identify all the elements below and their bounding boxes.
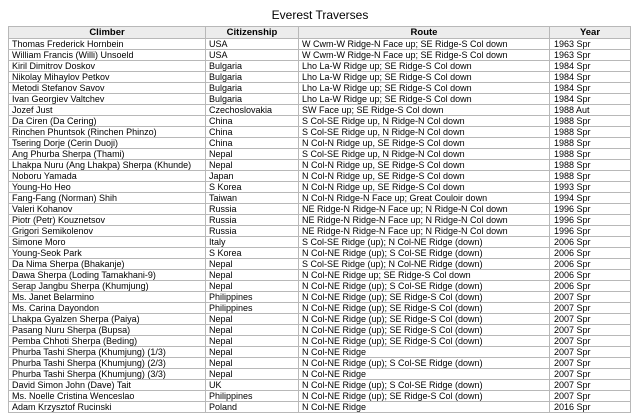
- cell-year: 1996 Spr: [550, 215, 631, 226]
- cell-climber: Da Ciren (Da Cering): [9, 116, 206, 127]
- cell-route: S Col-SE Ridge up, N Ridge-N Col down: [299, 149, 550, 160]
- cell-citizenship: Russia: [206, 204, 299, 215]
- cell-year: 1963 Spr: [550, 50, 631, 61]
- cell-year: 2006 Spr: [550, 237, 631, 248]
- cell-climber: Ang Phurba Sherpa (Thami): [9, 149, 206, 160]
- table-row: [9, 105, 631, 116]
- cell-year: 2006 Spr: [550, 259, 631, 270]
- cell-citizenship: Nepal: [206, 270, 299, 281]
- cell-year: 1988 Spr: [550, 171, 631, 182]
- table-row: [9, 325, 631, 336]
- header-year: Year: [550, 27, 631, 39]
- cell-route: N Col-N Ridge up, SE Ridge-S Col down: [299, 171, 550, 182]
- cell-citizenship: Philippines: [206, 292, 299, 303]
- traverses-table: [8, 26, 631, 413]
- cell-route: N Col-N Ridge up, SE Ridge-S Col down: [299, 138, 550, 149]
- table-body: [9, 39, 631, 413]
- cell-route: N Col-N Ridge up, SE Ridge-S Col down: [299, 160, 550, 171]
- cell-climber: Phurba Tashi Sherpa (Khumjung) (2/3): [9, 358, 206, 369]
- cell-climber: Lhakpa Nuru (Ang Lhakpa) Sherpa (Khunde): [9, 160, 206, 171]
- cell-year: 1963 Spr: [550, 39, 631, 50]
- cell-route: N Col-NE Ridge (up); S Col-SE Ridge (down): [299, 281, 550, 292]
- cell-citizenship: S Korea: [206, 182, 299, 193]
- cell-citizenship: Poland: [206, 402, 299, 413]
- cell-year: 2007 Spr: [550, 391, 631, 402]
- cell-year: 2006 Spr: [550, 270, 631, 281]
- table-row: [9, 160, 631, 171]
- cell-route: S Col-SE Ridge (up); N Col-NE Ridge (down): [299, 237, 550, 248]
- table-row: [9, 259, 631, 270]
- table-row: [9, 204, 631, 215]
- cell-climber: Tsering Dorje (Cerin Duoji): [9, 138, 206, 149]
- table-row: [9, 336, 631, 347]
- cell-year: 2006 Spr: [550, 248, 631, 259]
- cell-citizenship: Czechoslovakia: [206, 105, 299, 116]
- cell-climber: Nikolay Mihaylov Petkov: [9, 72, 206, 83]
- table-row: [9, 61, 631, 72]
- cell-citizenship: Nepal: [206, 281, 299, 292]
- cell-climber: Jozef Just: [9, 105, 206, 116]
- cell-route: N Col-NE Ridge: [299, 369, 550, 380]
- cell-climber: Pasang Nuru Sherpa (Bupsa): [9, 325, 206, 336]
- cell-citizenship: Russia: [206, 215, 299, 226]
- cell-citizenship: Russia: [206, 226, 299, 237]
- table-row: [9, 226, 631, 237]
- cell-climber: Valeri Kohanov: [9, 204, 206, 215]
- cell-climber: Kiril Dimitrov Doskov: [9, 61, 206, 72]
- table-title: Everest Traverses: [271, 8, 369, 22]
- cell-climber: Young-Seok Park: [9, 248, 206, 259]
- cell-climber: Thomas Frederick Hornbein: [9, 39, 206, 50]
- table-row: [9, 182, 631, 193]
- cell-citizenship: Bulgaria: [206, 61, 299, 72]
- cell-citizenship: Italy: [206, 237, 299, 248]
- cell-citizenship: Nepal: [206, 325, 299, 336]
- cell-citizenship: Bulgaria: [206, 72, 299, 83]
- cell-year: 2007 Spr: [550, 303, 631, 314]
- table-row: [9, 50, 631, 61]
- cell-year: 2007 Spr: [550, 292, 631, 303]
- table-row: [9, 347, 631, 358]
- cell-route: N Col-NE Ridge up; SE Ridge-S Col down: [299, 270, 550, 281]
- cell-citizenship: S Korea: [206, 248, 299, 259]
- table-row: [9, 358, 631, 369]
- cell-climber: William Francis (Willi) Unsoeld: [9, 50, 206, 61]
- table-row: [9, 292, 631, 303]
- cell-year: 2007 Spr: [550, 325, 631, 336]
- cell-citizenship: Nepal: [206, 160, 299, 171]
- cell-climber: Lhakpa Gyalzen Sherpa (Paiya): [9, 314, 206, 325]
- header-climber: Climber: [9, 27, 206, 39]
- header-citizenship: Citizenship: [206, 27, 299, 39]
- cell-route: NE Ridge-N Ridge-N Face up; N Ridge-N Col down: [299, 226, 550, 237]
- cell-climber: Da Nima Sherpa (Bhakanje): [9, 259, 206, 270]
- cell-citizenship: Philippines: [206, 303, 299, 314]
- cell-citizenship: China: [206, 127, 299, 138]
- cell-route: N Col-NE Ridge (up); SE Ridge-S Col (down): [299, 336, 550, 347]
- cell-route: N Col-NE Ridge (up); SE Ridge-S Col (down): [299, 391, 550, 402]
- cell-citizenship: Nepal: [206, 314, 299, 325]
- cell-route: Lho La-W Ridge up; SE Ridge-S Col down: [299, 61, 550, 72]
- cell-route: N Col-NE Ridge (up); SE Ridge-S Col (down): [299, 292, 550, 303]
- table-row: [9, 83, 631, 94]
- cell-citizenship: Nepal: [206, 358, 299, 369]
- table-row: [9, 138, 631, 149]
- cell-citizenship: USA: [206, 39, 299, 50]
- cell-climber: Ivan Georgiev Valtchev: [9, 94, 206, 105]
- cell-climber: Rinchen Phuntsok (Rinchen Phinzo): [9, 127, 206, 138]
- cell-year: 1988 Aut: [550, 105, 631, 116]
- cell-route: Lho La-W Ridge up; SE Ridge-S Col down: [299, 94, 550, 105]
- table-row: [9, 94, 631, 105]
- cell-year: 2007 Spr: [550, 358, 631, 369]
- cell-climber: Pemba Chhoti Sherpa (Beding): [9, 336, 206, 347]
- cell-route: N Col-NE Ridge (up); SE Ridge-S Col (down): [299, 325, 550, 336]
- cell-citizenship: Philippines: [206, 391, 299, 402]
- table-row: [9, 391, 631, 402]
- cell-year: 2007 Spr: [550, 336, 631, 347]
- cell-route: N Col-NE Ridge (up); SE Ridge-S Col (down): [299, 303, 550, 314]
- cell-route: N Col-NE Ridge (up); S Col-SE Ridge (down): [299, 358, 550, 369]
- cell-climber: Adam Krzysztof Rucinski: [9, 402, 206, 413]
- table-row: [9, 149, 631, 160]
- cell-climber: Noboru Yamada: [9, 171, 206, 182]
- cell-year: 1984 Spr: [550, 83, 631, 94]
- cell-year: 1984 Spr: [550, 94, 631, 105]
- cell-year: 1996 Spr: [550, 226, 631, 237]
- cell-citizenship: Nepal: [206, 347, 299, 358]
- table-row: [9, 303, 631, 314]
- table-row: [9, 193, 631, 204]
- table-row: [9, 237, 631, 248]
- cell-route: N Col-NE Ridge: [299, 402, 550, 413]
- cell-year: 1984 Spr: [550, 61, 631, 72]
- cell-year: 1988 Spr: [550, 116, 631, 127]
- cell-year: 1996 Spr: [550, 204, 631, 215]
- cell-climber: Phurba Tashi Sherpa (Khumjung) (1/3): [9, 347, 206, 358]
- cell-route: N Col-N Ridge-N Face up; Great Couloir down: [299, 193, 550, 204]
- table-row: [9, 270, 631, 281]
- cell-route: N Col-NE Ridge (up); S Col-SE Ridge (down): [299, 248, 550, 259]
- cell-year: 2007 Spr: [550, 347, 631, 358]
- cell-year: 2006 Spr: [550, 281, 631, 292]
- table-row: [9, 171, 631, 182]
- header-row: [9, 27, 631, 39]
- cell-citizenship: Japan: [206, 171, 299, 182]
- table-row: [9, 127, 631, 138]
- table-row: [9, 369, 631, 380]
- cell-year: 2007 Spr: [550, 314, 631, 325]
- cell-citizenship: Bulgaria: [206, 94, 299, 105]
- table-row: [9, 215, 631, 226]
- cell-route: N Col-NE Ridge: [299, 347, 550, 358]
- cell-route: NE Ridge-N Ridge-N Face up; N Ridge-N Col down: [299, 204, 550, 215]
- cell-route: W Cwm-W Ridge-N Face up; SE Ridge-S Col down: [299, 39, 550, 50]
- cell-route: S Col-SE Ridge up, N Ridge-N Col down: [299, 127, 550, 138]
- cell-climber: David Simon John (Dave) Tait: [9, 380, 206, 391]
- cell-year: 1988 Spr: [550, 149, 631, 160]
- table-row: [9, 314, 631, 325]
- cell-citizenship: Bulgaria: [206, 83, 299, 94]
- table-row: [9, 116, 631, 127]
- cell-route: NE Ridge-N Ridge-N Face up; N Ridge-N Col down: [299, 215, 550, 226]
- cell-climber: Ms. Carina Dayondon: [9, 303, 206, 314]
- cell-year: 1988 Spr: [550, 127, 631, 138]
- cell-climber: Young-Ho Heo: [9, 182, 206, 193]
- cell-citizenship: Taiwan: [206, 193, 299, 204]
- cell-route: N Col-NE Ridge (up); S Col-SE Ridge (down): [299, 380, 550, 391]
- cell-citizenship: China: [206, 138, 299, 149]
- cell-citizenship: Nepal: [206, 336, 299, 347]
- cell-climber: Metodi Stefanov Savov: [9, 83, 206, 94]
- cell-route: Lho La-W Ridge up; SE Ridge-S Col down: [299, 72, 550, 83]
- cell-year: 1988 Spr: [550, 160, 631, 171]
- cell-route: SW Face up; SE Ridge-S Col down: [299, 105, 550, 116]
- cell-citizenship: Nepal: [206, 369, 299, 380]
- cell-climber: Dawa Sherpa (Loding Tamakhani-9): [9, 270, 206, 281]
- cell-citizenship: Nepal: [206, 149, 299, 160]
- cell-route: W Cwm-W Ridge-N Face up; SE Ridge-S Col down: [299, 50, 550, 61]
- cell-year: 2007 Spr: [550, 369, 631, 380]
- cell-year: 1994 Spr: [550, 193, 631, 204]
- cell-citizenship: Nepal: [206, 259, 299, 270]
- cell-climber: Ms. Noelle Cristina Wenceslao: [9, 391, 206, 402]
- cell-year: 2007 Spr: [550, 380, 631, 391]
- cell-citizenship: UK: [206, 380, 299, 391]
- table-row: [9, 281, 631, 292]
- cell-year: 2016 Spr: [550, 402, 631, 413]
- table-row: [9, 72, 631, 83]
- cell-route: N Col-N Ridge up, SE Ridge-S Col down: [299, 182, 550, 193]
- cell-climber: Piotr (Petr) Kouznetsov: [9, 215, 206, 226]
- cell-route: S Col-SE Ridge up, N Ridge-N Col down: [299, 116, 550, 127]
- cell-climber: Simone Moro: [9, 237, 206, 248]
- cell-citizenship: China: [206, 116, 299, 127]
- table-row: [9, 248, 631, 259]
- cell-route: N Col-NE Ridge (up); SE Ridge-S Col (down): [299, 314, 550, 325]
- cell-year: 1984 Spr: [550, 72, 631, 83]
- cell-citizenship: USA: [206, 50, 299, 61]
- cell-climber: Grigori Semikolenov: [9, 226, 206, 237]
- cell-climber: Fang-Fang (Norman) Shih: [9, 193, 206, 204]
- header-route: Route: [299, 27, 550, 39]
- table-row: [9, 39, 631, 50]
- cell-year: 1993 Spr: [550, 182, 631, 193]
- cell-route: S Col-SE Ridge (up); N Col-NE Ridge (down): [299, 259, 550, 270]
- table-row: [9, 380, 631, 391]
- cell-route: Lho La-W Ridge up; SE Ridge-S Col down: [299, 83, 550, 94]
- cell-climber: Ms. Janet Belarmino: [9, 292, 206, 303]
- cell-climber: Serap Jangbu Sherpa (Khumjung): [9, 281, 206, 292]
- cell-climber: Phurba Tashi Sherpa (Khumjung) (3/3): [9, 369, 206, 380]
- cell-year: 1988 Spr: [550, 138, 631, 149]
